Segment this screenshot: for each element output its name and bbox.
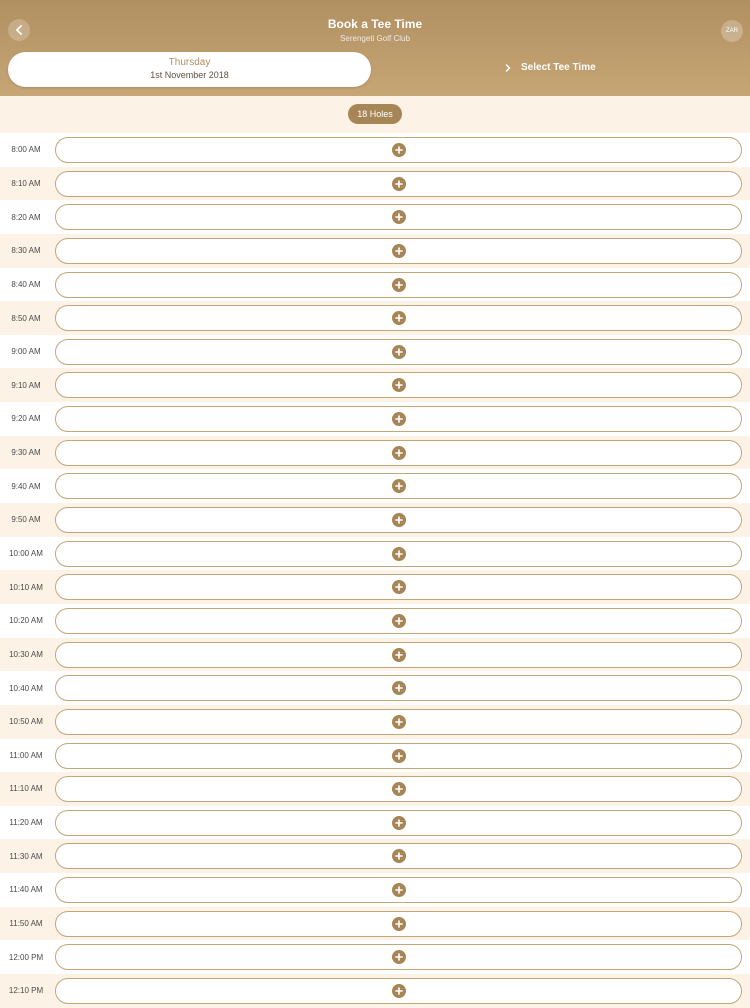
- tee-time-slot[interactable]: [55, 440, 742, 466]
- tee-time-label: 9:30 AM: [11, 448, 41, 458]
- tab-select-tee-time-label: Select Tee Time: [521, 62, 596, 73]
- tee-time-label: 8:10 AM: [11, 178, 41, 188]
- tee-time-label: 8:30 AM: [11, 246, 41, 256]
- tee-time-row: [0, 705, 750, 739]
- tee-time-label: 12:00 PM: [8, 952, 44, 962]
- add-icon[interactable]: [392, 883, 406, 897]
- add-icon[interactable]: [392, 681, 406, 695]
- tee-time-row: [0, 234, 750, 268]
- add-icon[interactable]: [392, 278, 406, 292]
- tee-time-slot[interactable]: [55, 272, 742, 298]
- tee-time-row: [0, 503, 750, 537]
- tee-time-label: 8:00 AM: [11, 145, 41, 155]
- tee-time-label: 9:50 AM: [11, 515, 41, 525]
- tee-time-row: [0, 873, 750, 907]
- tee-time-slot[interactable]: [55, 574, 742, 600]
- tee-time-slot[interactable]: [55, 810, 742, 836]
- tee-time-row: [0, 772, 750, 806]
- add-icon[interactable]: [392, 311, 406, 325]
- add-icon[interactable]: [392, 614, 406, 628]
- tee-time-label: 10:20 AM: [9, 616, 43, 626]
- tee-time-slot[interactable]: [55, 675, 742, 701]
- add-icon[interactable]: [392, 378, 406, 392]
- tee-time-row: [0, 907, 750, 941]
- tee-time-slot[interactable]: [55, 608, 742, 634]
- tee-time-slot[interactable]: [55, 406, 742, 432]
- tee-time-label: 11:30 AM: [9, 851, 43, 861]
- tee-time-slot[interactable]: [55, 137, 742, 163]
- add-icon[interactable]: [392, 210, 406, 224]
- tee-time-row: [0, 335, 750, 369]
- tee-time-slot[interactable]: [55, 911, 742, 937]
- holes-selector[interactable]: 18 Holes: [348, 104, 402, 124]
- tee-time-slot[interactable]: [55, 339, 742, 365]
- tee-time-row: [0, 806, 750, 840]
- add-icon[interactable]: [392, 412, 406, 426]
- tee-time-row: [0, 974, 750, 1008]
- tee-time-slot[interactable]: [55, 204, 742, 230]
- add-icon[interactable]: [392, 849, 406, 863]
- tee-time-label: 9:00 AM: [11, 347, 41, 357]
- tab-date[interactable]: [8, 52, 371, 87]
- tee-time-slot[interactable]: [55, 541, 742, 567]
- tee-time-row: [0, 940, 750, 974]
- tee-time-label: 8:20 AM: [11, 212, 41, 222]
- club-name: Serengeti Golf Club: [340, 34, 410, 43]
- tee-time-slot[interactable]: [55, 171, 742, 197]
- tee-time-row: [0, 570, 750, 604]
- tab-date-day: Thursday: [168, 57, 211, 68]
- tee-time-slot[interactable]: [55, 978, 742, 1004]
- add-icon[interactable]: [392, 648, 406, 662]
- add-icon[interactable]: [392, 782, 406, 796]
- page-title: Book a Tee Time: [327, 17, 423, 31]
- tee-time-row: [0, 368, 750, 402]
- tee-time-label: 11:50 AM: [9, 919, 43, 929]
- tee-time-slot[interactable]: [55, 776, 742, 802]
- add-icon[interactable]: [392, 917, 406, 931]
- add-icon[interactable]: [392, 749, 406, 763]
- tee-time-label: 9:40 AM: [11, 481, 41, 491]
- tee-time-label: 9:10 AM: [11, 380, 41, 390]
- tee-time-slot[interactable]: [55, 473, 742, 499]
- add-icon[interactable]: [392, 244, 406, 258]
- header-bar: [0, 0, 750, 96]
- tee-time-row: [0, 402, 750, 436]
- holes-filter-bar: [0, 96, 750, 133]
- tee-time-label: 10:10 AM: [9, 582, 43, 592]
- add-icon[interactable]: [392, 580, 406, 594]
- tee-time-label: 8:50 AM: [11, 313, 41, 323]
- tee-time-row: [0, 604, 750, 638]
- currency-button[interactable]: ZAR: [721, 20, 743, 42]
- tee-time-row: [0, 133, 750, 167]
- add-icon[interactable]: [392, 446, 406, 460]
- tee-time-label: 10:30 AM: [9, 649, 43, 659]
- add-icon[interactable]: [392, 715, 406, 729]
- add-icon[interactable]: [392, 177, 406, 191]
- tee-time-row: [0, 167, 750, 201]
- tee-time-slot[interactable]: [55, 877, 742, 903]
- tab-date-date: 1st November 2018: [150, 70, 229, 80]
- tee-time-row: [0, 268, 750, 302]
- add-icon[interactable]: [392, 513, 406, 527]
- add-icon[interactable]: [392, 345, 406, 359]
- tee-time-slot[interactable]: [55, 305, 742, 331]
- tee-time-row: [0, 301, 750, 335]
- tee-time-row: [0, 537, 750, 571]
- tee-time-slot[interactable]: [55, 507, 742, 533]
- add-icon[interactable]: [392, 816, 406, 830]
- tee-time-slot[interactable]: [55, 709, 742, 735]
- add-icon[interactable]: [392, 984, 406, 998]
- tee-time-label: 11:20 AM: [9, 818, 43, 828]
- tee-time-slot[interactable]: [55, 743, 742, 769]
- tee-time-row: [0, 200, 750, 234]
- tee-time-slot[interactable]: [55, 372, 742, 398]
- tee-time-row: [0, 436, 750, 470]
- tee-time-label: 11:00 AM: [9, 750, 43, 760]
- tee-time-label: 10:50 AM: [9, 717, 43, 727]
- tee-time-row: [0, 638, 750, 672]
- tee-time-row: [0, 469, 750, 503]
- tee-time-label: 10:00 AM: [9, 549, 43, 558]
- add-icon[interactable]: [392, 547, 406, 561]
- tab-select-tee-time[interactable]: [505, 62, 596, 73]
- tee-time-label: 11:10 AM: [9, 784, 43, 794]
- tee-time-row: [0, 739, 750, 773]
- add-icon[interactable]: [392, 143, 406, 157]
- tee-time-label: 10:40 AM: [9, 683, 43, 693]
- tee-time-label: 8:40 AM: [11, 279, 41, 289]
- tee-time-slot[interactable]: [55, 238, 742, 264]
- tee-time-slot[interactable]: [55, 944, 742, 970]
- tee-time-row: [0, 839, 750, 873]
- tee-time-slot[interactable]: [55, 843, 742, 869]
- tee-time-row: [0, 671, 750, 705]
- add-icon[interactable]: [392, 950, 406, 964]
- add-icon[interactable]: [392, 479, 406, 493]
- tee-time-label: 12:10 PM: [8, 986, 44, 996]
- tee-time-list: [0, 133, 750, 1008]
- tee-time-label: 11:40 AM: [9, 885, 43, 895]
- tee-time-slot[interactable]: [55, 642, 742, 668]
- tee-time-label: 9:20 AM: [11, 414, 41, 424]
- chevron-right-icon: [505, 64, 511, 72]
